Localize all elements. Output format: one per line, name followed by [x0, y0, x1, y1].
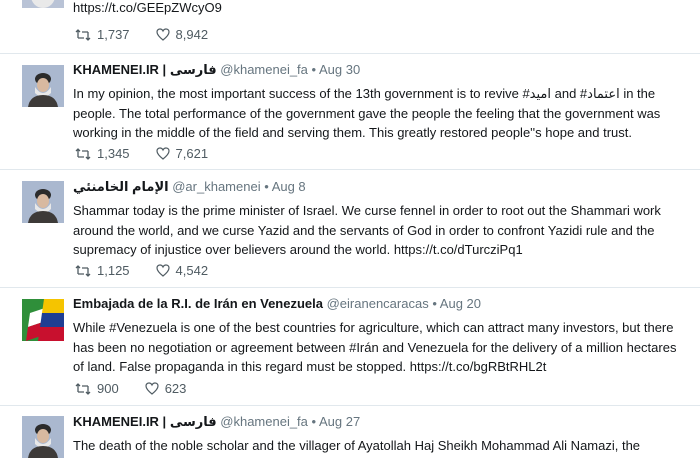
like-count: 4,542 — [175, 263, 209, 278]
cleric-portrait-icon — [22, 416, 64, 458]
tweet-date[interactable]: Aug 8 — [271, 179, 306, 194]
separator: • — [311, 414, 317, 429]
retweet-button[interactable] — [75, 27, 130, 42]
author-handle[interactable]: @khamenei_fa — [220, 414, 308, 429]
author-name[interactable]: الإمام الخامنئي — [73, 179, 169, 194]
tweet-actions — [75, 27, 234, 42]
separator: • — [264, 179, 269, 194]
tweet-actions — [75, 381, 212, 396]
tweet-text: The death of the noble scholar and the villager of Ayatollah Haj Sheikh Mohammad Ali Namazi, the — [73, 438, 641, 453]
retweet-count: 1,125 — [97, 263, 130, 278]
tweet-date[interactable]: Aug 27 — [319, 414, 361, 429]
separator: • — [311, 62, 317, 77]
tweet-body — [73, 414, 688, 456]
divider — [0, 287, 700, 288]
avatar[interactable] — [22, 65, 64, 107]
like-button[interactable] — [156, 27, 209, 42]
author-handle[interactable]: @ar_khamenei — [172, 179, 261, 194]
like-button[interactable] — [145, 381, 187, 396]
tweet-header — [73, 179, 688, 195]
author-name[interactable]: Embajada de la R.I. de Irán en Venezuela — [73, 296, 323, 311]
tweet-date[interactable]: Aug 20 — [439, 296, 481, 311]
retweet-icon — [75, 382, 91, 396]
retweet-icon — [75, 264, 91, 278]
author-handle[interactable]: @khamenei_fa — [220, 62, 308, 77]
retweet-count: 1,737 — [97, 27, 130, 42]
author-name[interactable]: KHAMENEI.IR | فارسی — [73, 62, 217, 77]
heart-icon — [156, 28, 170, 41]
avatar[interactable] — [22, 0, 64, 8]
like-button[interactable] — [156, 263, 209, 278]
tweet-actions — [75, 146, 234, 161]
divider — [0, 169, 700, 170]
tweet-body — [73, 179, 688, 260]
tweet-link[interactable]: https://t.co/GEEpZWcyO9 — [73, 0, 222, 15]
divider — [0, 53, 700, 54]
tweet-body — [73, 296, 688, 377]
tweet-header — [73, 296, 688, 312]
avatar[interactable] — [22, 416, 64, 458]
retweet-count: 1,345 — [97, 146, 130, 161]
like-count: 623 — [164, 381, 187, 396]
flags-emblem-icon — [22, 299, 64, 341]
tweet-date[interactable]: Aug 30 — [319, 62, 361, 77]
tweet-body — [73, 62, 688, 143]
like-count: 7,621 — [175, 146, 209, 161]
retweet-button[interactable] — [75, 263, 130, 278]
like-button[interactable] — [156, 146, 209, 161]
separator: • — [432, 296, 437, 311]
tweet-header — [73, 414, 688, 430]
retweet-count: 900 — [97, 381, 119, 396]
divider — [0, 405, 700, 406]
heart-icon — [145, 382, 159, 395]
retweet-button[interactable] — [75, 146, 130, 161]
avatar[interactable] — [22, 299, 64, 341]
retweet-button[interactable] — [75, 381, 119, 396]
tweet-text: While #Venezuela is one of the best countries for agriculture, which can attract many investors, but there has been no negotiation or agreement between #Irán and Venezuela for the delivery of a million hectares of land. False propaganda in this regard must be stopped. https://t.co/bgRBtRHL2t — [73, 320, 677, 374]
tweet-text: In my opinion, the most important success of the 13th government is to revive #امید and #اعتماد in the people. The total performance of the government gave the people the feeling that the government was working in the middle of the field and serving them. This greatly restored people''s hope and trust. — [73, 86, 661, 140]
author-handle[interactable]: @eiranencaracas — [326, 296, 429, 311]
cleric-portrait-icon — [22, 181, 64, 223]
tweet-text: Shammar today is the prime minister of Israel. We curse fennel in order to root out the Shammari work around the world, and we curse Yazid and the servants of God in order to confront Yazidi rule and the supremacy of injustice over believers around the world. https://t.co/dTurcziPq1 — [73, 203, 661, 257]
cleric-portrait-icon — [22, 65, 64, 107]
retweet-icon — [75, 28, 91, 42]
avatar[interactable] — [22, 181, 64, 223]
retweet-icon — [75, 147, 91, 161]
tweet-actions — [75, 263, 234, 278]
heart-icon — [156, 264, 170, 277]
like-count: 8,942 — [175, 27, 209, 42]
author-name[interactable]: KHAMENEI.IR | فارسی — [73, 414, 217, 429]
tweet-header — [73, 62, 688, 78]
heart-icon — [156, 147, 170, 160]
